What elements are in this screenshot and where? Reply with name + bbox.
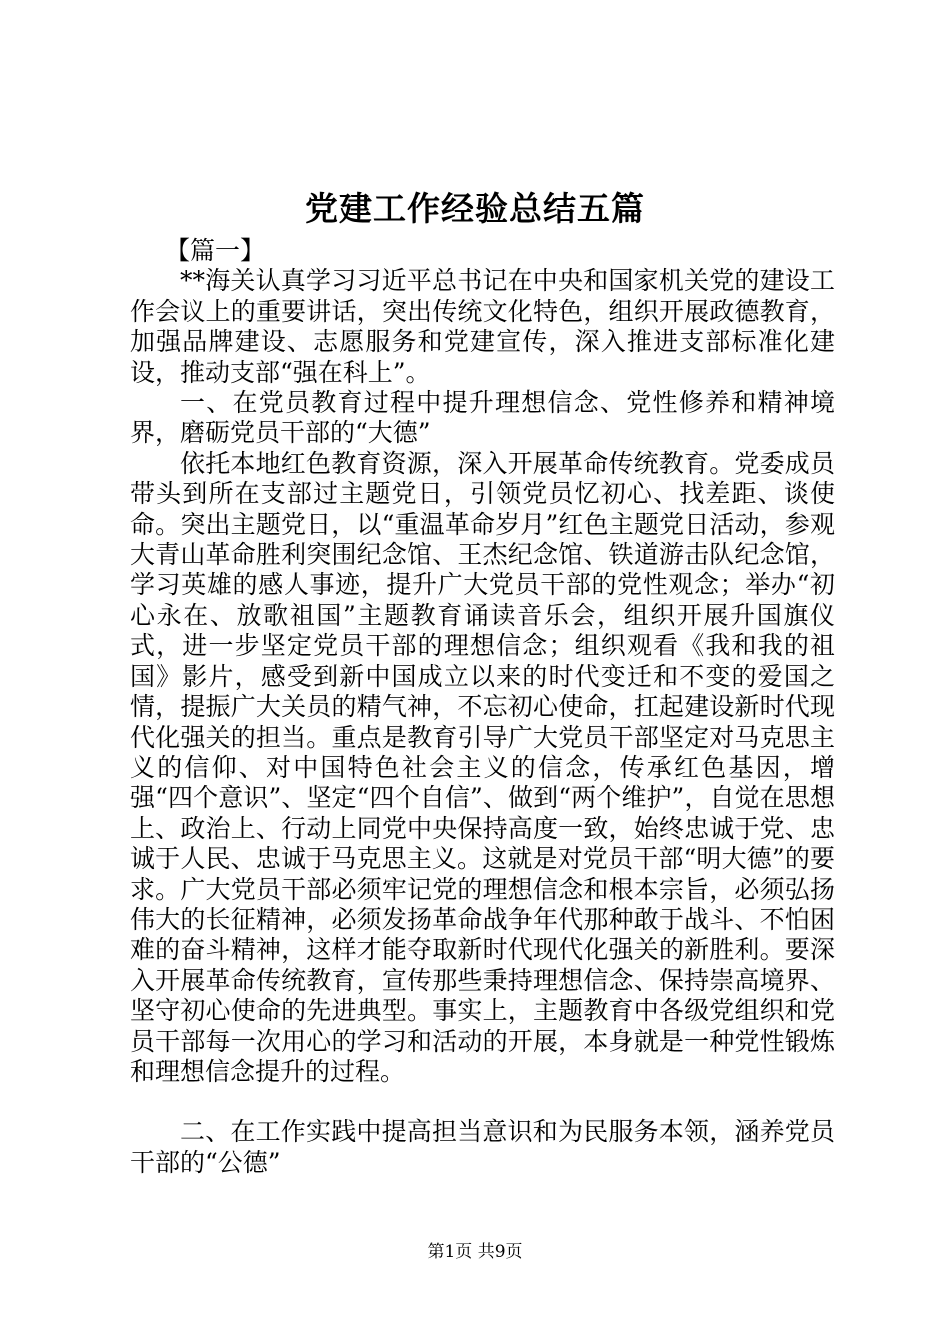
document-body xyxy=(130,236,835,1178)
body-paragraph: 依托本地红色教育资源，深入开展革命传统教育。党委成员带头到所在支部过主题党日，引领党员忆初心、找差距、谈使命。突出主题党日，以“重温革命岁月”红色主题党日活动，参观大青山革命胜利突围纪念馆、王杰纪念馆、铁道游击队纪念馆，学习英雄的感人事迹，提升广大党员干部的党性观念；举办“初心永在、放歌祖国”主题教育诵读音乐会，组织开展升国旗仪式，进一步坚定党员干部的理想信念；组织观看《我和我的祖国》影片，感受到新中国成立以来的时代变迁和不变的爱国之情，提振广大关员的精气神，不忘初心使命，扛起建设新时代现代化强关的担当。重点是教育引导广大党员干部坚定对马克思主义的信仰、对中国特色社会主义的信念，传承红色基因，增强“四个意识”、坚定“四个自信”、做到“两个维护”，自觉在思想上、政治上、行动上同党中央保持高度一致，始终忠诚于党、忠诚于人民、忠诚于马克思主义。这就是对党员干部“明大德”的要求。广大党员干部必须牢记党的理想信念和根本宗旨，必须弘扬伟大的长征精神，必须发扬革命战争年代那种敢于战斗、不怕困难的奋斗精神，这样才能夺取新时代现代化强关的新胜利。要深入开展革命传统教育，宣传那些秉持理想信念、保持崇高境界、坚守初心使命的先进典型。事实上，主题教育中各级党组织和党员干部每一次用心的学习和活动的开展，本身就是一种党性锻炼和理想信念提升的过程。 xyxy=(130,448,835,1086)
intro-paragraph: **海关认真学习习近平总书记在中央和国家机关党的建设工作会议上的重要讲话，突出传统文化特色，组织开展政德教育，加强品牌建设、志愿服务和党建宣传，深入推进支部标准化建设，推动支部“强在科上”。 xyxy=(130,266,835,387)
document-title: 党建工作经验总结五篇 xyxy=(305,189,645,228)
heading-two: 二、在工作实践中提高担当意识和为民服务本领，涵养党员干部的“公德” xyxy=(130,1117,835,1177)
paragraph-spacer xyxy=(130,1087,835,1117)
page-footer: 第1页 共9页 xyxy=(427,1242,523,1262)
section-label: 【篇一】 xyxy=(165,236,266,265)
heading-one: 一、在党员教育过程中提升理想信念、党性修养和精神境界，磨砺党员干部的“大德” xyxy=(130,388,835,448)
